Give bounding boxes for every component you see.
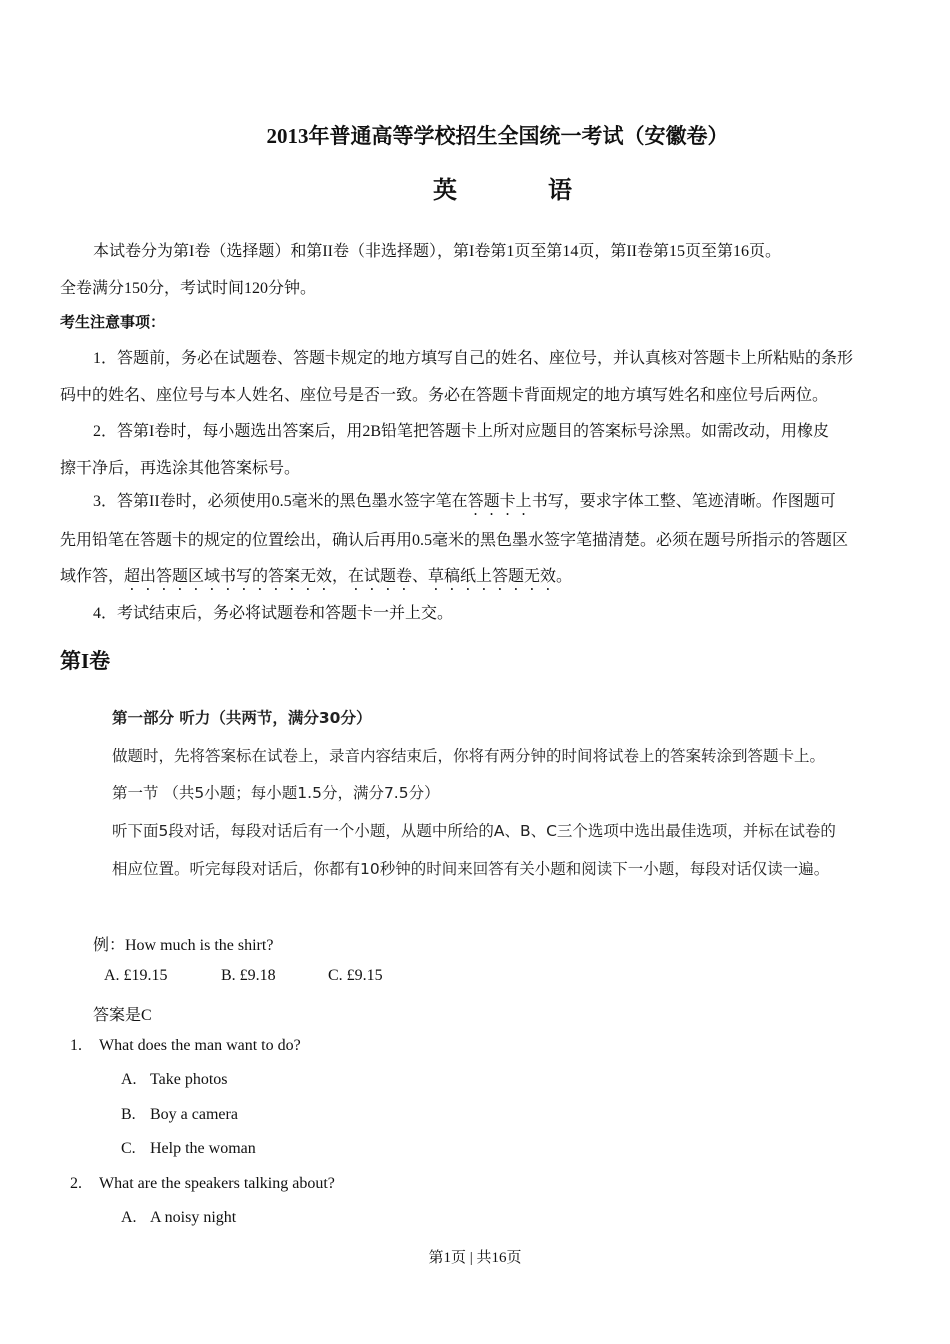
notice-1-line-2: 码中的姓名、座位号与本人姓名、座位号是否一致。务必在答题卡背面规定的地方填写姓名和座位号后两位。 (60, 387, 829, 404)
option-letter: A. (121, 1209, 137, 1226)
notice-4: 4．考试结束后，务必将试题卷和答题卡一并上交。 (93, 605, 454, 622)
notice-2-line-1: 2．答第I卷时，每小题选出答案后，用2B铅笔把答题卡上所对应题目的答案标号涂黑。如需改动，用橡皮 (93, 423, 830, 440)
exam-title: 2013年普通高等学校招生全国统一考试（安徽卷） (266, 124, 729, 148)
option-letter: A. (121, 1071, 137, 1088)
question-text: What are the speakers talking about? (99, 1175, 335, 1192)
intro-line-1: 本试卷分为第I卷（选择题）和第II卷（非选择题），第I卷第1页至第14页，第II卷第15页至第16页。 (93, 243, 781, 260)
notice-3-line-2: 先用铅笔在答题卡的规定的位置绘出，确认后再用0.5毫米的黑色墨水签字笔描清楚。必须在题号所指示的答题区 (60, 532, 849, 549)
question-number: 1. (70, 1037, 82, 1054)
text: 3．答第II卷时，必须使用0.5毫米的黑色墨水签字笔在 (93, 493, 468, 510)
subject-char-1: 英 (433, 178, 457, 204)
listening-instructions-image (108, 700, 918, 885)
part1-heading: 第一部分 听力（共两节，满分30分） (112, 709, 372, 727)
intro-line-2: 全卷满分150分，考试时间120分钟。 (60, 280, 317, 297)
option-text: A noisy night (150, 1209, 237, 1226)
subject-char-2: 语 (548, 178, 572, 204)
notice-3-line-3 (60, 563, 572, 594)
option-text: Take photos (150, 1071, 228, 1088)
notice-3-line-1 (93, 488, 836, 519)
notice-2-line-2: 擦干净后，再选涂其他答案标号。 (60, 460, 301, 477)
question-text: What does the man want to do? (99, 1037, 301, 1054)
option-letter: B. (121, 1106, 136, 1123)
example-answer: 答案是C (93, 1007, 152, 1024)
example-option: C. £9.15 (328, 967, 383, 984)
notice-heading: 考生注意事项： (60, 315, 166, 331)
part1-instructions: 做题时，先将答案标在试卷上，录音内容结束后，你将有两分钟的时间将试卷上的答案转涂到答题卡上。 (112, 747, 826, 765)
emphasis-text: 答题卡上 (467, 493, 532, 510)
page-footer: 第1页 | 共16页 (428, 1250, 522, 1266)
option-text: Boy a camera (150, 1106, 238, 1123)
section1-line-1: 听下面5段对话，每段对话后有一个小题，从题中所给的A、B、C三个选项中选出最佳选项，并标在试卷的 (112, 822, 836, 840)
volume-heading: 第I卷 (60, 649, 111, 673)
emphasis-text: 超出答题区域书写的答案无效，在试题卷、草稿纸上答题无效 (124, 568, 557, 585)
text: 域作答， (60, 568, 125, 585)
question-number: 2. (70, 1175, 82, 1192)
option-letter: C. (121, 1140, 136, 1157)
notice-1-line-1: 1．答题前，务必在试题卷、答题卡规定的地方填写自己的姓名、座位号，并认真核对答题卡上所粘贴的条形 (93, 350, 854, 367)
section1-heading: 第一节 （共5小题；每小题1.5分，满分7.5分） (112, 784, 440, 802)
example-option: B. £9.18 (221, 967, 276, 984)
text: 。 (556, 568, 573, 585)
example-option: A. £19.15 (104, 967, 168, 984)
text: 书写，要求字体工整、笔迹清晰。作图题可 (531, 493, 836, 510)
section1-line-2: 相应位置。听完每段对话后，你都有10秒钟的时间来回答有关小题和阅读下一小题，每段对话仅读一遍。 (112, 860, 830, 878)
example-question: 例：How much is the shirt? (93, 937, 274, 954)
option-text: Help the woman (150, 1140, 256, 1157)
